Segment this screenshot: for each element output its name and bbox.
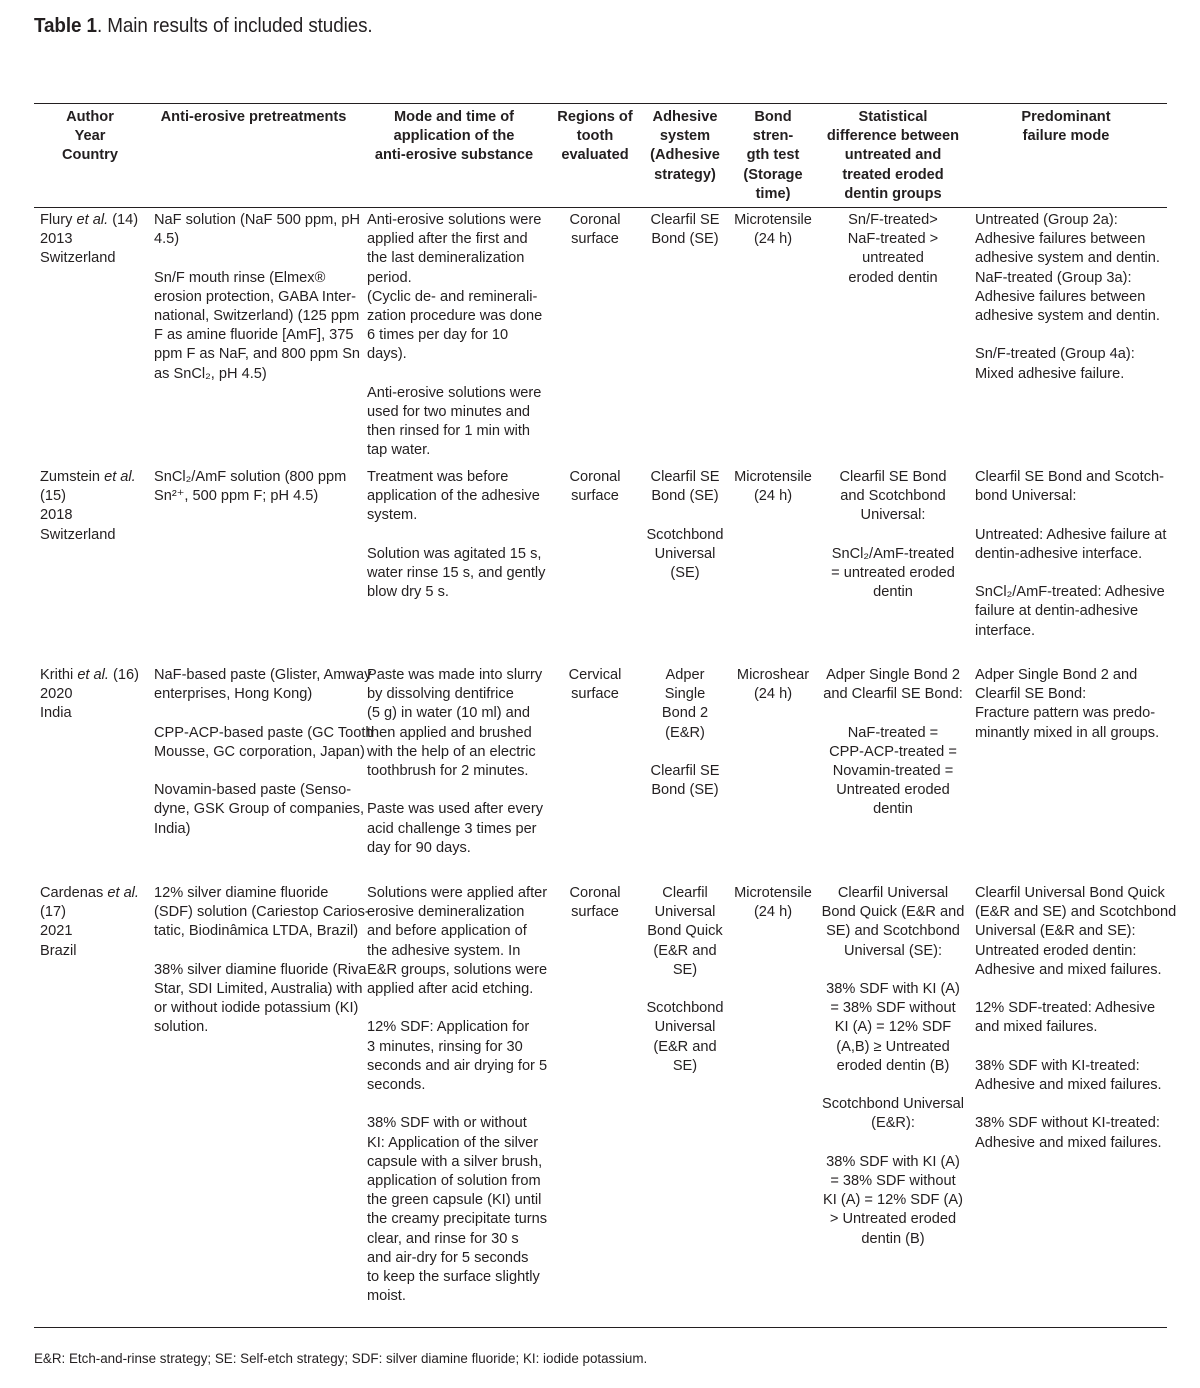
failure-line: and mixed failures. (975, 1019, 1098, 1036)
failure-line: Adhesive and mixed failures. (975, 1077, 1162, 1093)
author-etal: et al. (77, 667, 109, 683)
failure-line: interface. (975, 622, 1036, 639)
mode-line: 6 times per day for 10 (367, 327, 509, 344)
mode-line: water rinse 15 s, and gently (367, 565, 546, 581)
author-name-line (40, 666, 152, 685)
pretreatment-line: CPP-ACP-based paste (GC Tooth (154, 724, 374, 741)
statistical-line: Clearfil SE Bond (839, 469, 947, 485)
author-ref: (15) (40, 488, 66, 505)
mode-line: and before application of (367, 923, 527, 940)
adhesive-line: Bond Quick (647, 923, 723, 940)
cell-regions (550, 211, 640, 249)
statistical-line: untreated (862, 250, 924, 267)
header-bond-line: stren- (752, 128, 794, 145)
pretreatment-line (154, 704, 358, 723)
regions-line: surface (571, 488, 619, 505)
cell-statistical (820, 468, 966, 602)
cell-bond (730, 884, 816, 922)
header-regions-line: evaluated (561, 147, 629, 164)
statistical-line: CPP-ACP-treated = (829, 743, 957, 760)
statistical-line (820, 704, 966, 723)
mode-line: application of the adhesive (367, 488, 540, 505)
statistical-line: Universal (SE): (843, 942, 943, 959)
mode-line: then applied and brushed (367, 724, 532, 741)
table-header-rule (34, 207, 1167, 208)
cell-author (40, 211, 152, 269)
failure-line: 38% SDF without KI-treated: (975, 1115, 1160, 1132)
bond-line: (24 h) (753, 488, 793, 505)
mode-line: seconds and air drying for 5 (367, 1057, 548, 1074)
mode-line (367, 526, 551, 545)
header-bond-line: gth test (746, 147, 800, 164)
adhesive-line: Clearfil SE (650, 469, 720, 485)
statistical-line: Adper Single Bond 2 (826, 667, 960, 683)
author-name: Zumstein (40, 469, 105, 485)
mode-line: E&R groups, solutions were (367, 961, 548, 978)
statistical-line: dentin (B) (861, 1230, 925, 1247)
statistical-line: Universal: (860, 507, 926, 524)
pretreatment-line: Sn/F mouth rinse (Elmex® (154, 269, 326, 286)
mode-line: by dissolving dentifrice (367, 686, 514, 703)
pretreatment-line: India) (154, 820, 191, 837)
table-label: Table 1 (34, 14, 97, 37)
statistical-line: = untreated eroded (831, 565, 955, 581)
adhesive-line: Bond (SE) (651, 488, 719, 505)
header-author-line: Year (74, 128, 106, 145)
cell-author (40, 884, 152, 961)
header-regions-line: tooth (576, 128, 614, 145)
pretreatment-line: tatic, Biodinâmica LTDA, Brazil) (154, 923, 359, 940)
mode-line: the creamy precipitate turns (367, 1211, 548, 1228)
author-etal: et al. (76, 212, 109, 228)
mode-line: system. (367, 507, 418, 524)
bond-line: (24 h) (753, 904, 793, 921)
pretreatment-line: Star, SDI Limited, Australia) with (154, 981, 363, 997)
adhesive-line: SE) (672, 1057, 698, 1074)
header-adhesive-line: strategy) (654, 166, 716, 183)
header-statistical-line: treated eroded (842, 166, 944, 183)
failure-line: Adhesive failures between (975, 288, 1146, 305)
mode-line: then rinsed for 1 min with (367, 423, 531, 440)
header-statistical-line: difference between (826, 128, 960, 145)
author-name-line (40, 884, 152, 903)
mode-line: toothbrush for 2 minutes. (367, 763, 529, 780)
adhesive-line: Clearfil SE (650, 763, 720, 779)
cell-failure (975, 468, 1167, 641)
adhesive-line (640, 506, 730, 525)
author-year: 2020 (40, 686, 73, 703)
author-etal: et al. (107, 885, 139, 901)
bond-line: (24 h) (753, 231, 793, 248)
cell-author (40, 666, 152, 724)
cell-statistical (820, 884, 966, 1249)
adhesive-line: Scotchbond (646, 1000, 724, 1017)
failure-line: bond Universal: (975, 488, 1077, 505)
mode-line: the adhesive system. In (367, 942, 521, 959)
pretreatment-line (154, 942, 358, 961)
cell-adhesive (640, 884, 730, 1076)
header-regions-line: Regions of (557, 109, 633, 125)
regions-line: Coronal (569, 212, 621, 228)
mode-line: day for 90 days. (367, 839, 471, 856)
pretreatment-line: NaF solution (NaF 500 ppm, pH (154, 212, 361, 228)
pretreatment-line: (SDF) solution (Cariestop Carios- (154, 904, 370, 921)
regions-line: Cervical (568, 667, 622, 683)
statistical-line: NaF-treated = (847, 724, 939, 741)
pretreatment-line: national, Switzerland) (125 ppm (154, 308, 360, 324)
author-year: 2013 (40, 231, 73, 248)
cell-pretreatment (154, 468, 358, 506)
mode-line: clear, and rinse for 30 s (367, 1230, 519, 1247)
mode-line: used for two minutes and (367, 404, 531, 421)
header-failure (966, 108, 1166, 146)
pretreatment-line: or without iodide potassium (KI) (154, 1000, 359, 1017)
mode-line: Paste was used after every (367, 801, 544, 818)
mode-line: capsule with a silver brush, (367, 1153, 543, 1170)
author-name-line (40, 468, 152, 487)
mode-line: seconds. (367, 1077, 426, 1094)
mode-line: applied after acid etching. (367, 981, 534, 998)
header-mode-line: application of the (393, 128, 515, 145)
statistical-line: Clearfil Universal (837, 885, 949, 901)
cell-adhesive (640, 468, 730, 583)
statistical-line: Sn/F-treated> (848, 212, 938, 228)
failure-line (975, 980, 1167, 999)
author-ref: (17) (40, 904, 66, 921)
statistical-line: KI (A) = 12% SDF (A) (823, 1192, 963, 1209)
adhesive-line: Universal (654, 545, 716, 562)
header-adhesive (640, 108, 730, 185)
mode-line: period. (367, 269, 412, 286)
bond-line: Microtensile (734, 885, 812, 901)
regions-line: surface (571, 904, 619, 921)
cell-adhesive (640, 666, 730, 800)
adhesive-line: Single (664, 686, 706, 703)
cell-pretreatment (154, 666, 374, 839)
header-bond (730, 108, 816, 204)
header-bond-line: time) (755, 185, 791, 202)
failure-line: Fracture pattern was predo- (975, 705, 1156, 722)
header-pretreatment-line: Anti-erosive pretreatments (160, 109, 347, 125)
statistical-line: and Scotchbond (840, 488, 946, 505)
statistical-line: dentin (873, 801, 913, 818)
failure-line: NaF-treated (Group 3a): (975, 269, 1132, 286)
mode-line: to keep the surface slightly (367, 1269, 540, 1286)
failure-line: adhesive system and dentin. (975, 308, 1160, 325)
cell-bond (730, 211, 816, 249)
mode-line: the last demineralization (367, 250, 525, 267)
cell-failure (975, 666, 1167, 743)
statistical-line: SE) and Scotchbond (826, 923, 960, 940)
failure-line: Untreated eroded dentin: (975, 942, 1137, 959)
cell-statistical (820, 211, 966, 288)
statistical-line (820, 961, 966, 980)
mode-line: days). (367, 346, 407, 363)
failure-line (975, 326, 1167, 345)
pretreatment-line: as SnCl₂, pH 4.5) (154, 365, 267, 382)
header-author-line: Country (62, 147, 118, 164)
pretreatment-line: solution. (154, 1019, 209, 1036)
pretreatment-line (154, 249, 358, 268)
pretreatment-line: Sn²⁺, 500 ppm F; pH 4.5) (154, 488, 319, 505)
statistical-line: NaF-treated > (847, 231, 939, 248)
mode-line: acid challenge 3 times per (367, 820, 537, 837)
statistical-line: (E&R): (871, 1115, 915, 1132)
failure-line: dentin-adhesive interface. (975, 545, 1143, 562)
failure-line: adhesive system and dentin. (975, 250, 1160, 267)
header-mode-line: anti-erosive substance (374, 147, 534, 164)
cell-regions (550, 666, 640, 704)
author-name: Flury (40, 212, 77, 228)
statistical-line: (A,B) ≥ Untreated (836, 1038, 950, 1055)
adhesive-line: (SE) (670, 565, 700, 581)
author-ref: (14) (112, 212, 139, 228)
pretreatment-line: 38% silver diamine fluoride (Riva (154, 961, 367, 978)
pretreatment-line: 4.5) (154, 231, 180, 248)
failure-line (975, 1038, 1167, 1057)
failure-line (975, 506, 1167, 525)
cell-statistical (820, 666, 966, 820)
mode-line: application of solution from (367, 1173, 541, 1190)
failure-line: Adhesive failures between (975, 231, 1146, 248)
failure-line: (E&R and SE) and Scotchbond (975, 904, 1177, 921)
cell-regions (550, 468, 640, 506)
mode-line: and air-dry for 5 seconds (367, 1249, 529, 1266)
header-regions (550, 108, 640, 166)
mode-line: 38% SDF with or without (367, 1115, 527, 1132)
cell-adhesive (640, 211, 730, 249)
regions-line: surface (571, 686, 619, 703)
cell-bond (730, 666, 816, 704)
mode-line: (Cyclic de- and reminerali- (367, 288, 538, 305)
bond-line: (24 h) (753, 686, 793, 703)
statistical-line: 38% SDF with KI (A) (826, 1153, 960, 1170)
author-year: 2021 (40, 923, 73, 940)
statistical-line: and Clearfil SE Bond: (823, 686, 963, 703)
header-mode (362, 108, 546, 166)
failure-line: 38% SDF with KI-treated: (975, 1057, 1140, 1074)
bond-line: Microtensile (734, 212, 812, 228)
mode-line: blow dry 5 s. (367, 584, 449, 601)
failure-line: Mixed adhesive failure. (975, 365, 1125, 382)
regions-line: surface (571, 231, 619, 248)
table-bottom-rule (34, 1327, 1167, 1328)
header-statistical-line: dentin groups (844, 185, 942, 202)
table-top-rule (34, 103, 1167, 104)
pretreatment-line: dyne, GSK Group of companies, (154, 801, 365, 818)
cell-mode (367, 211, 551, 461)
table-caption (34, 13, 373, 39)
failure-line: Untreated: Adhesive failure at (975, 526, 1167, 543)
failure-line: Adhesive and mixed failures. (975, 1134, 1162, 1151)
header-adhesive-line: Adhesive (652, 109, 718, 125)
header-author (40, 108, 140, 166)
failure-line: failure at dentin-adhesive (975, 603, 1139, 620)
mode-line (367, 1095, 551, 1114)
cell-bond (730, 468, 816, 506)
author-year: 2018 (40, 507, 73, 524)
mode-line: Solution was agitated 15 s, (367, 545, 542, 562)
mode-line: with the help of an electric (367, 743, 536, 760)
author-country: Switzerland (40, 526, 116, 543)
failure-line: Adper Single Bond 2 and (975, 667, 1138, 683)
statistical-line: Bond Quick (E&R and (821, 904, 965, 921)
mode-line: the green capsule (KI) until (367, 1192, 542, 1209)
adhesive-line: Scotchbond (646, 526, 724, 543)
statistical-line (820, 526, 966, 545)
header-bond-line: Bond (754, 109, 792, 125)
failure-line: Adhesive and mixed failures. (975, 961, 1162, 978)
adhesive-line: Adper (665, 667, 705, 683)
statistical-line (820, 1134, 966, 1153)
bond-line: Microtensile (734, 469, 812, 485)
failure-line: 12% SDF-treated: Adhesive (975, 1000, 1156, 1017)
statistical-line: Novamin-treated = (832, 763, 954, 779)
mode-line: erosive demineralization (367, 904, 525, 921)
adhesive-line: Bond 2 (661, 705, 709, 722)
cell-pretreatment (154, 211, 361, 384)
regions-line: Coronal (569, 469, 621, 485)
pretreatment-line: SnCl₂/AmF solution (800 ppm (154, 469, 347, 485)
author-etal: et al. (104, 469, 136, 485)
adhesive-line: Clearfil (662, 885, 708, 901)
pretreatment-line (154, 762, 358, 781)
mode-line: tap water. (367, 442, 431, 459)
adhesive-line: Universal (654, 1019, 716, 1036)
author-name: Cardenas (40, 885, 108, 901)
cell-regions (550, 884, 640, 922)
statistical-line: eroded dentin (B) (836, 1057, 950, 1074)
statistical-line (820, 1076, 966, 1095)
header-author-line: Author (66, 109, 114, 125)
statistical-line: SnCl₂/AmF-treated (831, 545, 955, 562)
cell-mode (367, 666, 551, 858)
failure-line: Clearfil SE Bond: (975, 686, 1087, 703)
adhesive-line: (E&R) (665, 724, 705, 741)
pretreatment-line: erosion protection, GABA Inter- (154, 288, 356, 305)
pretreatment-line: ppm F as NaF, and 800 ppm Sn (154, 346, 361, 363)
mode-line: KI: Application of the silver (367, 1134, 539, 1151)
mode-line: Anti-erosive solutions were (367, 212, 542, 228)
statistical-line: = 38% SDF without (830, 1173, 956, 1189)
cell-mode (367, 884, 551, 1306)
pretreatment-line: 12% silver diamine fluoride (154, 885, 329, 901)
mode-line: Treatment was before (367, 469, 509, 485)
header-adhesive-line: system (659, 128, 711, 145)
pretreatment-line: F as amine fluoride [AmF], 375 (154, 327, 354, 344)
header-statistical-line: untreated and (844, 147, 942, 164)
mode-line (367, 781, 551, 800)
statistical-line: Scotchbond Universal (822, 1096, 964, 1113)
adhesive-line: SE) (672, 961, 698, 978)
failure-line: Clearfil Universal Bond Quick (975, 885, 1165, 901)
header-statistical (820, 108, 966, 204)
mode-line: Paste was made into slurry (367, 667, 543, 683)
author-ref: (16) (113, 667, 139, 683)
mode-line: Anti-erosive solutions were (367, 384, 542, 401)
author-country: Switzerland (40, 250, 116, 267)
adhesive-line: (E&R and (653, 942, 717, 959)
statistical-line: dentin (873, 584, 913, 601)
header-adhesive-line: (Adhesive (650, 147, 720, 164)
failure-line: Universal (E&R and SE): (975, 923, 1136, 940)
pretreatment-line: enterprises, Hong Kong) (154, 686, 313, 703)
statistical-line: Untreated eroded (836, 782, 950, 799)
statistical-line: KI (A) = 12% SDF (834, 1019, 952, 1036)
header-pretreatment (152, 108, 355, 127)
bond-line: Microshear (736, 667, 810, 683)
failure-line: minantly mixed in all groups. (975, 724, 1160, 741)
author-country: Brazil (40, 942, 77, 959)
header-failure-line: failure mode (1022, 128, 1110, 145)
failure-line: Clearfil SE Bond and Scotch- (975, 469, 1165, 485)
adhesive-line (640, 743, 730, 762)
adhesive-line: Bond (SE) (651, 782, 719, 799)
mode-line: (5 g) in water (10 ml) and (367, 705, 531, 722)
statistical-line: > Untreated eroded (829, 1211, 957, 1228)
header-failure-line: Predominant (1021, 109, 1111, 125)
statistical-line: = 38% SDF without (830, 1000, 956, 1017)
cell-failure (975, 884, 1177, 1153)
failure-line: Untreated (Group 2a): (975, 212, 1118, 228)
header-statistical-line: Statistical (858, 109, 928, 125)
pretreatment-line: Novamin-based paste (Senso- (154, 782, 352, 799)
failure-line: Sn/F-treated (Group 4a): (975, 346, 1135, 363)
adhesive-line: Clearfil SE (650, 212, 720, 228)
header-mode-line: Mode and time of (394, 109, 514, 125)
mode-line (367, 365, 551, 384)
failure-line (975, 564, 1167, 583)
table-footnote: E&R: Etch-and-rinse strategy; SE: Self-etch strategy; SDF: silver diamine fluoride; KI: iodide potassium. (34, 1351, 648, 1366)
cell-pretreatment (154, 884, 370, 1038)
author-name: Krithi (40, 667, 78, 683)
mode-line: zation procedure was done (367, 308, 543, 325)
mode-line: applied after the first and (367, 231, 528, 248)
author-name-line (40, 211, 152, 230)
regions-line: Coronal (569, 885, 621, 901)
adhesive-line: (E&R and (653, 1038, 717, 1055)
pretreatment-line: Mousse, GC corporation, Japan) (154, 743, 365, 760)
header-bond-line: (Storage (743, 166, 803, 183)
pretreatment-line: NaF-based paste (Glister, Amway (154, 667, 372, 683)
statistical-line: 38% SDF with KI (A) (826, 981, 960, 997)
adhesive-line: Universal (654, 904, 716, 921)
mode-line: 3 minutes, rinsing for 30 (367, 1038, 523, 1055)
cell-failure (975, 211, 1167, 384)
statistical-line: eroded dentin (848, 269, 938, 286)
failure-line: SnCl₂/AmF-treated: Adhesive (975, 584, 1165, 601)
table-caption-text: . Main results of included studies. (96, 14, 373, 37)
author-country: India (40, 705, 72, 722)
cell-author (40, 468, 152, 545)
cell-mode (367, 468, 551, 602)
mode-line (367, 999, 551, 1018)
adhesive-line (640, 980, 730, 999)
mode-line: Solutions were applied after (367, 885, 548, 901)
mode-line: 12% SDF: Application for (367, 1019, 530, 1036)
mode-line: moist. (367, 1288, 406, 1305)
adhesive-line: Bond (SE) (651, 231, 719, 248)
failure-line (975, 1095, 1167, 1114)
